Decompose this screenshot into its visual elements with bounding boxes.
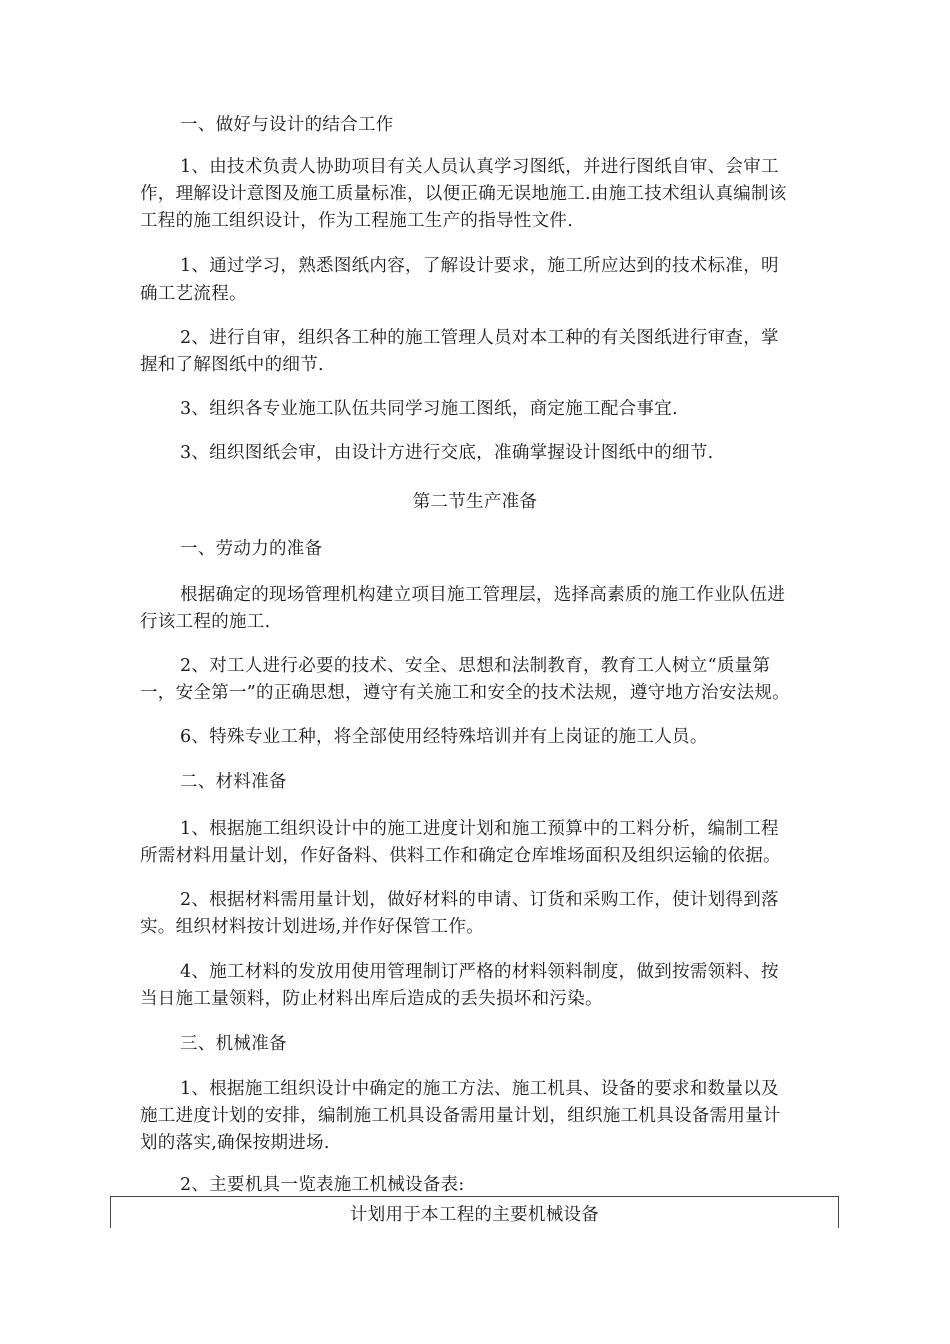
- paragraph-line: 6、特殊专业工种，将全部使用经特殊培训并有上岗证的施工人员。: [180, 727, 708, 747]
- paragraph-line: 4、施工材料的发放用使用管理制订严格的材料领料制度，做到按需领料、按: [180, 962, 779, 982]
- table-caption: 计划用于本工程的主要机械设备: [349, 1205, 600, 1225]
- paragraph-line: 1、根据施工组织设计中的施工进度计划和施工预算中的工料分析，编制工程: [180, 819, 779, 839]
- paragraph-line: 行该工程的施工.: [140, 612, 271, 632]
- paragraph-line: 2、主要机具一览表施工机械设备表:: [180, 1175, 465, 1195]
- paragraph-line: 确工艺流程。: [140, 284, 247, 304]
- paragraph-line: 工程的施工组织设计，作为工程施工生产的指导性文件.: [140, 211, 574, 231]
- paragraph-line: 划的落实,确保按期进场.: [140, 1133, 330, 1153]
- equipment-table: [110, 1196, 839, 1228]
- paragraph-line: 作，理解设计意图及施工质量标准，以便正确无误地施工.由施工技术组认真编制该: [140, 184, 787, 204]
- paragraph-line: 1、由技术负责人协助项目有关人员认真学习图纸，并进行图纸自审、会审工: [180, 157, 779, 177]
- paragraph-line: 1、根据施工组织设计中确定的施工方法、施工机具、设备的要求和数量以及: [180, 1079, 779, 1099]
- section-title: 第二节生产准备: [412, 492, 538, 512]
- paragraph-line: 3、组织各专业施工队伍共同学习施工图纸，商定施工配合事宜.: [180, 399, 678, 419]
- paragraph-line: 实。组织材料按计划进场,并作好保管工作。: [140, 917, 485, 937]
- paragraph-line: 2、对工人进行必要的技术、安全、思想和法制教育，教育工人树立“质量第: [180, 656, 771, 676]
- paragraph-line: 所需材料用量计划，作好备料、供料工作和确定仓库堆场面积及组织运输的依据。: [140, 846, 781, 866]
- paragraph-line: 2、进行自审，组织各工种的施工管理人员对本工种的有关图纸进行审查，掌: [180, 328, 779, 348]
- section-heading-labor: 一、劳动力的准备: [180, 539, 323, 559]
- paragraph-line: 当日施工量领料，防止材料出库后造成的丢失损坏和污染。: [140, 989, 603, 1009]
- paragraph-line: 1、通过学习，熟悉图纸内容，了解设计要求，施工所应达到的技术标准，明: [180, 256, 779, 276]
- section-heading-machine: 三、机械准备: [180, 1034, 287, 1054]
- paragraph-line: 根据确定的现场管理机构建立项目施工管理层，选择高素质的施工作业队伍进: [180, 585, 786, 605]
- paragraph-line: 施工进度计划的安排，编制施工机具设备需用量计划，组织施工机具设备需用量计: [140, 1106, 781, 1126]
- paragraph-line: 2、根据材料需用量计划，做好材料的申请、订货和采购工作，使计划得到落: [180, 890, 779, 910]
- paragraph-line: 一，安全第一”的正确思想，遵守有关施工和安全的技术法规，遵守地方治安法规。: [140, 683, 791, 703]
- paragraph-line: 3、组织图纸会审，由设计方进行交底，准确掌握设计图纸中的细节.: [180, 443, 714, 463]
- section-heading-material: 二、材料准备: [180, 772, 287, 792]
- section-heading-design: 一、做好与设计的结合工作: [180, 115, 394, 135]
- paragraph-line: 握和了解图纸中的细节.: [140, 355, 324, 375]
